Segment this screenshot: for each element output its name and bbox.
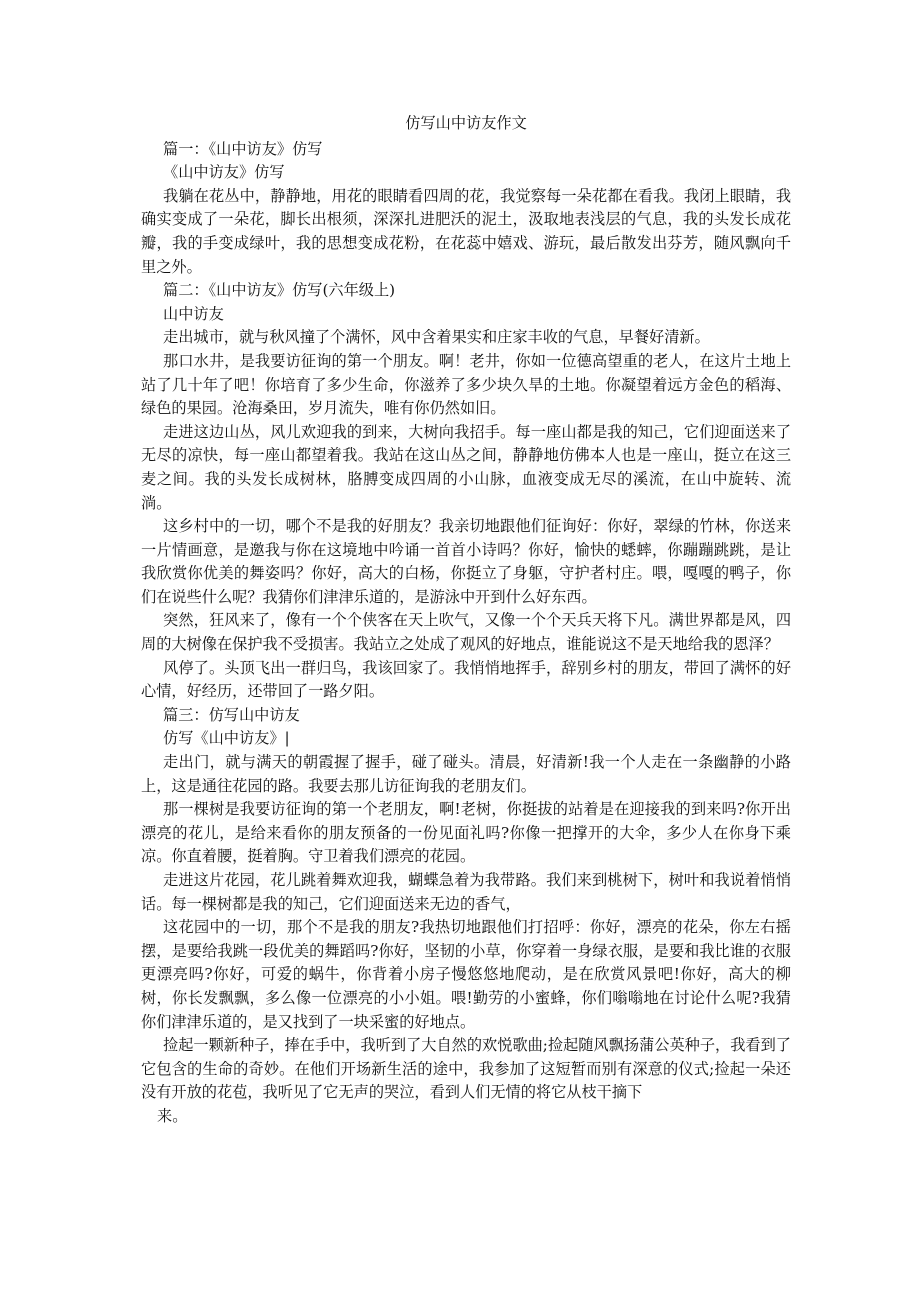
document-page (141, 112, 791, 1129)
paragraph: 那口水井，是我要访征询的第一个朋友。啊！老井，你如一位德高望重的老人，在这片土地上站了几十年了吧！你培育了多少生命，你滋养了多少块久旱的土地。你凝望着远方金色的稻海、绿色的果园。沧海桑田，岁月流失，唯有你仍然如旧。 (141, 351, 791, 418)
paragraph: 走进这片花园，花儿跳着舞欢迎我，蝴蝶急着为我带路。我们来到桃树下，树叶和我说着悄悄话。每一棵树都是我的知己，它们迎面送来无边的香气， (141, 871, 791, 913)
paragraph-trailing-line: 来。 (157, 1106, 188, 1125)
paragraph: 走出城市，就与秋风撞了个满怀，风中含着果实和庄家丰收的气息，早餐好清新。 (163, 328, 710, 347)
paragraph: 风停了。头顶飞出一群归鸟，我该回家了。我悄悄地挥手，辞别乡村的朋友，带回了满怀的好心情，好经历，还带回了一路夕阳。 (141, 658, 791, 701)
section-3-heading: 篇三：仿写山中访友 (163, 705, 300, 724)
paragraph: 捡起一颗新种子，捧在手中，我听到了大自然的欢悦歌曲;捡起随风飘扬蒲公英种子，我看到了它包含的生命的奇妙。在他们开场新生活的途中，我参加了这短暂而别有深意的仪式;捡起一朵还没有开放的花苞，我听见了它无声的哭泣，看到人们无情的将它从枝干摘下 (141, 1036, 791, 1102)
paragraph: 突然，狂风来了，像有一个个侠客在天上吹气，又像一个个天兵天将下凡。满世界都是风，四周的大树像在保护我不受损害。我站立之处成了观风的好地点，谁能说这不是天地给我的恩泽？ (141, 611, 791, 654)
paragraph: 这乡村中的一切，哪个不是我的好朋友？我亲切地跟他们征询好：你好，翠绿的竹林，你送来一片情画意，是邀我与你在这境地中吟诵一首首小诗吗？你好，愉快的蟋蟀，你蹦蹦跳跳，是让我欣赏你优美的舞姿吗？你好，高大的白杨，你挺立了身躯，守护者村庄。喂，嘎嘎的鸭子，你们在说些什么呢？我猜你们津津乐道的，是游泳中开到什么好东西。 (141, 517, 791, 606)
section-1-heading: 篇一：《山中访友》仿写 (163, 139, 323, 158)
document-title: 仿写山中访友作文 (405, 114, 527, 132)
paragraph: 走出门，就与满天的朝霞握了握手，碰了碰头。清晨，好清新!我一个人走在一条幽静的小路上，这是通往花园的路。我要去那儿访征询我的老朋友们。 (141, 753, 791, 795)
section-1-subtitle: 《山中访友》仿写 (163, 163, 285, 182)
section-3-subtitle: 仿写《山中访友》| (163, 729, 290, 748)
section-2-heading: 篇二：《山中访友》仿写(六年级上) (163, 281, 396, 300)
paragraph: 走进这边山丛，风儿欢迎我的到来，大树向我招手。每一座山都是我的知己，它们迎面送来了无尽的凉快，每一座山都望着我。我站在这山丛之间，静静地仿佛本人也是一座山，挺立在这三麦之间。我的头发长成树林，胳膊变成四周的小山脉，血液变成无尽的溪流，在山中旋转、流淌。 (141, 422, 791, 512)
paragraph: 这花园中的一切，那个不是我的朋友?我热切地跟他们打招呼：你好，漂亮的花朵，你左右摇摆，是要给我跳一段优美的舞蹈吗?你好，坚韧的小草，你穿着一身绿衣服，是要和我比谁的衣服更漂亮吗?你好，可爱的蜗牛，你背着小房子慢悠悠地爬动，是在欣赏风景吧!你好，高大的柳树，你长发飘飘，多么像一位漂亮的小小姐。喂!勤劳的小蜜蜂，你们嗡嗡地在讨论什么呢?我猜你们津津乐道的，是又找到了一块采蜜的好地点。 (141, 918, 791, 1031)
paragraph: 我躺在花丛中，静静地，用花的眼睛看四周的花，我觉察每一朵花都在看我。我闭上眼睛，我确实变成了一朵花，脚长出根须，深深扎进肥沃的泥土，汲取地表浅层的气息，我的头发长成花瓣，我的手变成绿叶，我的思想变成花粉，在花蕊中嬉戏、游玩，最后散发出芬芳，随风飘向千里之外。 (141, 186, 791, 276)
section-2-subtitle: 山中访友 (163, 304, 224, 323)
paragraph: 那一棵树是我要访征询的第一个老朋友，啊!老树，你挺拔的站着是在迎接我的到来吗?你开出漂亮的花儿，是给来看你的朋友预备的一份见面礼吗?你像一把撑开的大伞，多少人在你身下乘凉。你直着腰，挺着胸。守卫着我们漂亮的花园。 (141, 800, 791, 866)
